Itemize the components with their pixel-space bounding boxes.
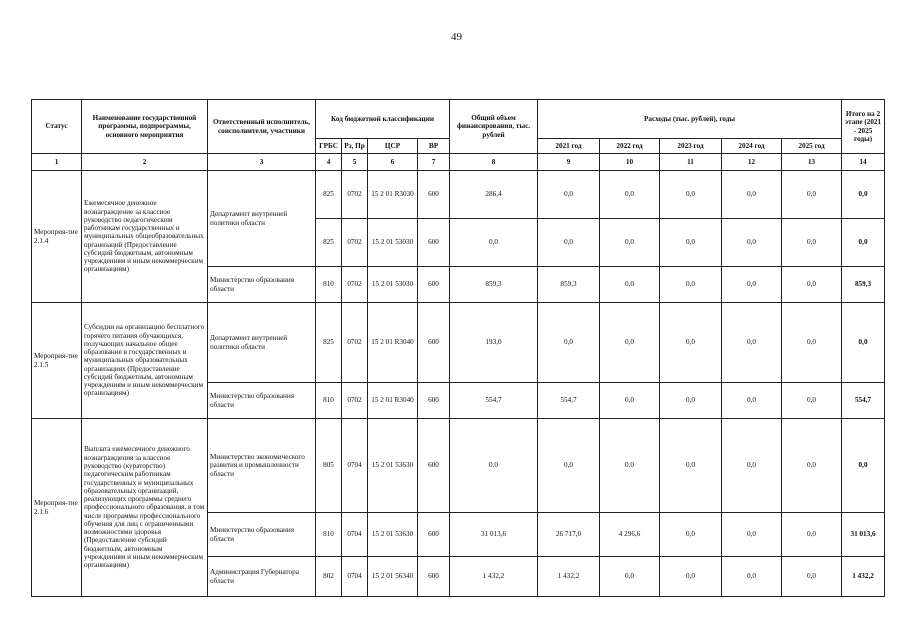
year-2023-cell: 0,0 — [660, 303, 722, 383]
rzpr-cell: 0702 — [342, 303, 368, 383]
rzpr-cell: 0704 — [342, 419, 368, 513]
subheader-2024: 2024 год — [722, 139, 782, 154]
name-cell: Субсидии на организацию бесплатного горячего питания обучающихся, получающих начальное общее образование в государственных и муниципальных образовательных организациях (Предоставление субсидий бюджетным, автономным учреждениям и иным некоммерческим организациям) — [82, 303, 208, 419]
col-number: 9 — [538, 154, 600, 171]
name-cell: Ежемесячное денежное вознаграждение за классное руководство педагогическим работникам государственных и муниципальных общеобразовательных организаций (Предоставление субсидий бюджетным, автономным учреждениям и иным некоммерческим организациям) — [82, 171, 208, 303]
year-2025-cell: 0,0 — [782, 267, 842, 303]
header-expenses: Расходы (тыс. рублей), годы — [538, 100, 842, 139]
total-cell: 0,0 — [450, 419, 538, 513]
vr-cell: 600 — [418, 267, 450, 303]
grbs-cell: 810 — [316, 513, 342, 557]
header-name: Наименование государственной программы, подпрограммы, основного мероприятия — [82, 100, 208, 154]
stage-total-cell: 0,0 — [842, 219, 885, 267]
total-cell: 31 013,6 — [450, 513, 538, 557]
total-cell: 0,0 — [450, 219, 538, 267]
col-number: 10 — [600, 154, 660, 171]
header-status: Статус — [32, 100, 82, 154]
grbs-cell: 825 — [316, 219, 342, 267]
vr-cell: 600 — [418, 557, 450, 597]
grbs-cell: 810 — [316, 383, 342, 419]
year-2024-cell: 0,0 — [722, 219, 782, 267]
csr-cell: 15 2 01 53630 — [368, 419, 418, 513]
year-2021-cell: 26 717,0 — [538, 513, 600, 557]
year-2021-cell: 0,0 — [538, 219, 600, 267]
vr-cell: 600 — [418, 383, 450, 419]
total-cell: 1 432,2 — [450, 557, 538, 597]
year-2023-cell: 0,0 — [660, 513, 722, 557]
year-2025-cell: 0,0 — [782, 303, 842, 383]
header-budget-code: Код бюджетной классификации — [316, 100, 450, 139]
stage-total-cell: 1 432,2 — [842, 557, 885, 597]
stage-total-cell: 859,3 — [842, 267, 885, 303]
vr-cell: 600 — [418, 171, 450, 219]
rzpr-cell: 0702 — [342, 383, 368, 419]
year-2024-cell: 0,0 — [722, 419, 782, 513]
status-cell: Мероприя-тие 2.1.5 — [32, 303, 82, 419]
stage-total-cell: 0,0 — [842, 171, 885, 219]
grbs-cell: 810 — [316, 267, 342, 303]
csr-cell: 15 2 01 R3030 — [368, 171, 418, 219]
total-cell: 859,3 — [450, 267, 538, 303]
header-total-volume: Общий объем финансирования, тыс. рублей — [450, 100, 538, 154]
year-2024-cell: 0,0 — [722, 267, 782, 303]
csr-cell: 15 2 01 53630 — [368, 513, 418, 557]
col-number: 1 — [32, 154, 82, 171]
rzpr-cell: 0704 — [342, 557, 368, 597]
subheader-2022: 2022 год — [600, 139, 660, 154]
year-2021-cell: 554,7 — [538, 383, 600, 419]
year-2022-cell: 0,0 — [600, 219, 660, 267]
year-2022-cell: 0,0 — [600, 303, 660, 383]
year-2021-cell: 0,0 — [538, 419, 600, 513]
year-2024-cell: 0,0 — [722, 303, 782, 383]
col-number: 5 — [342, 154, 368, 171]
year-2024-cell: 0,0 — [722, 171, 782, 219]
vr-cell: 600 — [418, 419, 450, 513]
total-cell: 286,4 — [450, 171, 538, 219]
year-2025-cell: 0,0 — [782, 513, 842, 557]
csr-cell: 15 2 01 56340 — [368, 557, 418, 597]
grbs-cell: 825 — [316, 171, 342, 219]
executor-cell: Министерство образования области — [208, 383, 316, 419]
stage-total-cell: 0,0 — [842, 303, 885, 383]
year-2021-cell: 1 432,2 — [538, 557, 600, 597]
col-number: 4 — [316, 154, 342, 171]
header-executor: Ответственный исполнитель, соисполнители, участники — [208, 100, 316, 154]
subheader-csr: ЦСР — [368, 139, 418, 154]
col-number: 7 — [418, 154, 450, 171]
col-number: 6 — [368, 154, 418, 171]
col-number: 11 — [660, 154, 722, 171]
executor-cell: Администрация Губернатора области — [208, 557, 316, 597]
year-2023-cell: 0,0 — [660, 219, 722, 267]
stage-total-cell: 554,7 — [842, 383, 885, 419]
rzpr-cell: 0704 — [342, 513, 368, 557]
year-2023-cell: 0,0 — [660, 267, 722, 303]
col-number: 13 — [782, 154, 842, 171]
grbs-cell: 805 — [316, 419, 342, 513]
year-2025-cell: 0,0 — [782, 383, 842, 419]
year-2025-cell: 0,0 — [782, 171, 842, 219]
vr-cell: 600 — [418, 219, 450, 267]
year-2022-cell: 0,0 — [600, 383, 660, 419]
grbs-cell: 825 — [316, 303, 342, 383]
year-2022-cell: 0,0 — [600, 171, 660, 219]
subheader-vr: ВР — [418, 139, 450, 154]
rzpr-cell: 0702 — [342, 219, 368, 267]
subheader-grbs: ГРБС — [316, 139, 342, 154]
col-number: 8 — [450, 154, 538, 171]
total-cell: 554,7 — [450, 383, 538, 419]
table-row — [32, 303, 885, 383]
executor-cell: Министерство образования области — [208, 513, 316, 557]
subheader-2025: 2025 год — [782, 139, 842, 154]
rzpr-cell: 0702 — [342, 171, 368, 219]
year-2024-cell: 0,0 — [722, 557, 782, 597]
col-number: 14 — [842, 154, 885, 171]
year-2021-cell: 0,0 — [538, 171, 600, 219]
year-2024-cell: 0,0 — [722, 513, 782, 557]
subheader-2023: 2023 год — [660, 139, 722, 154]
status-cell: Мероприя-тие 2.1.6 — [32, 419, 82, 597]
year-2021-cell: 0,0 — [538, 303, 600, 383]
executor-cell: Департамент внутренней политики области — [208, 303, 316, 383]
page-number: 49 — [451, 31, 462, 43]
stage-total-cell: 0,0 — [842, 419, 885, 513]
col-number: 3 — [208, 154, 316, 171]
year-2022-cell: 0,0 — [600, 267, 660, 303]
year-2021-cell: 859,3 — [538, 267, 600, 303]
name-cell: Выплата ежемесячного денежного вознаграждения за классное руководство (кураторство) педагогическим работникам государственных и муниципальных образовательных организаций, реализующих программы среднего профессионального образования, в том числе программы профессионального обучения для лиц с ограниченными возможностями здоровья (Предоставление субсидий бюджетным, автономным учреждениям и иным некоммерческим организациям) — [82, 419, 208, 597]
year-2025-cell: 0,0 — [782, 219, 842, 267]
year-2024-cell: 0,0 — [722, 383, 782, 419]
year-2022-cell: 0,0 — [600, 557, 660, 597]
col-number: 2 — [82, 154, 208, 171]
csr-cell: 15 2 01 R3040 — [368, 303, 418, 383]
year-2022-cell: 0,0 — [600, 419, 660, 513]
subheader-rzpr: Рз, Пр — [342, 139, 368, 154]
rzpr-cell: 0702 — [342, 267, 368, 303]
year-2023-cell: 0,0 — [660, 171, 722, 219]
csr-cell: 15 2 01 R3040 — [368, 383, 418, 419]
year-2022-cell: 4 296,6 — [600, 513, 660, 557]
vr-cell: 600 — [418, 303, 450, 383]
status-cell: Мероприя-тие 2.1.4 — [32, 171, 82, 303]
year-2025-cell: 0,0 — [782, 557, 842, 597]
grbs-cell: 802 — [316, 557, 342, 597]
col-number: 12 — [722, 154, 782, 171]
year-2023-cell: 0,0 — [660, 557, 722, 597]
executor-cell: Департамент внутренней политики области — [208, 171, 316, 267]
header-stage-total: Итого на 2 этапе (2021 - 2025 годы) — [842, 100, 885, 154]
stage-total-cell: 31 013,6 — [842, 513, 885, 557]
csr-cell: 15 2 01 53030 — [368, 267, 418, 303]
year-2023-cell: 0,0 — [660, 419, 722, 513]
year-2025-cell: 0,0 — [782, 419, 842, 513]
executor-cell: Министерство образования области — [208, 267, 316, 303]
total-cell: 193,0 — [450, 303, 538, 383]
executor-cell: Министерство экономического развития и промышленности области — [208, 419, 316, 513]
budget-table — [31, 99, 885, 597]
vr-cell: 600 — [418, 513, 450, 557]
subheader-2021: 2021 год — [538, 139, 600, 154]
csr-cell: 15 2 01 53030 — [368, 219, 418, 267]
year-2023-cell: 0,0 — [660, 383, 722, 419]
table-row — [32, 171, 885, 219]
table-row — [32, 419, 885, 513]
